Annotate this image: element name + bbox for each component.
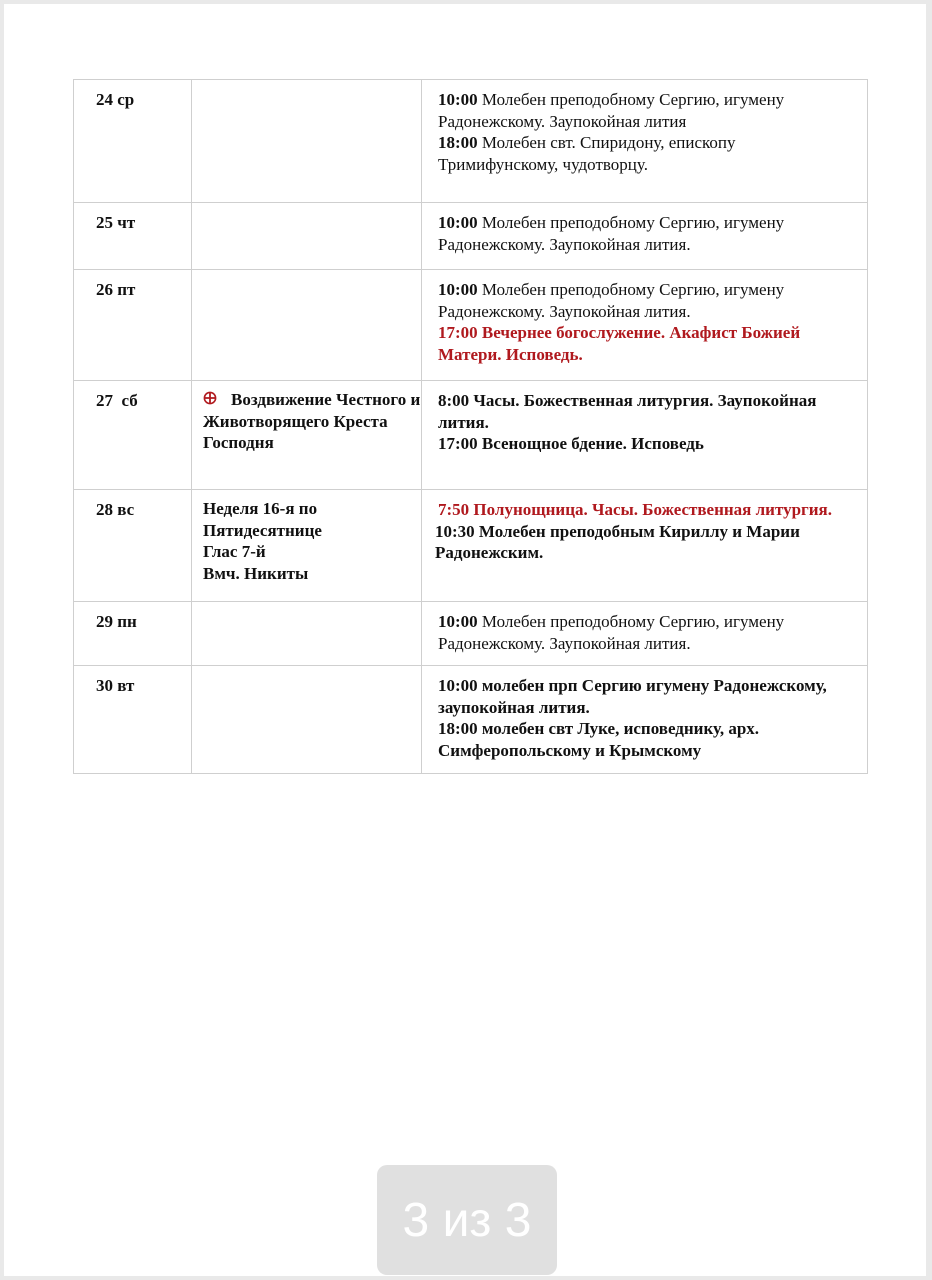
- page-indicator: 3 из 3: [377, 1165, 557, 1275]
- feast-line: Глас 7-й: [203, 542, 266, 561]
- service-text: Полунощница. Часы. Божественная литургия.: [469, 500, 832, 519]
- service-text: Всенощное бдение. Исповедь: [477, 434, 704, 453]
- cross-icon: [203, 389, 217, 411]
- service-time: 10:00: [438, 280, 478, 299]
- service-text: Молебен преподобному Сергию, игумену Радонежскому. Заупокойная лития.: [438, 612, 785, 653]
- service-time: 18:00: [438, 719, 478, 738]
- feast-cell: [192, 203, 422, 270]
- feast-cell: [192, 490, 422, 602]
- date-cell: 28 вс: [74, 490, 192, 602]
- table-row: [74, 666, 868, 774]
- service-entry: [438, 132, 859, 175]
- service-time: 10:00: [438, 213, 478, 232]
- service-text: Вечернее богослужение. Акафист Божией Матери. Исповедь.: [438, 323, 801, 364]
- service-time: 8:00: [438, 391, 470, 410]
- document-page: [4, 4, 926, 1276]
- table-row: [74, 80, 868, 203]
- service-time: 10:00: [438, 612, 478, 631]
- table-row: [74, 490, 868, 602]
- feast-line: Вмч. Никиты: [203, 563, 309, 583]
- service-entry: [438, 322, 859, 365]
- table-row: [74, 270, 868, 381]
- service-time: 10:00: [438, 90, 478, 109]
- service-time: 17:00: [438, 434, 478, 453]
- date-cell: 25 чт: [74, 203, 192, 270]
- table-row: [74, 203, 868, 270]
- service-entry: [438, 89, 859, 132]
- service-entry: [438, 611, 859, 654]
- service-text: Молебен преподобному Сергию, игумену Радонежскому. Заупокойная лития.: [438, 213, 785, 254]
- service-text: молебен свт Луке, исповеднику, арх. Симферопольскому и Крымскому: [438, 719, 760, 760]
- service-time: 17:00: [438, 323, 478, 342]
- service-text: Молебен преподобному Сергию, игумену Радонежскому. Заупокойная лития: [438, 90, 785, 131]
- date-cell: 29 пн: [74, 602, 192, 666]
- schedule-table: [73, 79, 868, 774]
- service-entry: [438, 279, 859, 322]
- service-entry: [435, 521, 859, 564]
- feast-cell: [192, 80, 422, 203]
- service-entry: [438, 212, 859, 255]
- service-entry: [438, 390, 859, 433]
- services-cell: [422, 270, 868, 381]
- service-text: Часы. Божественная литургия. Заупокойная лития.: [438, 391, 817, 432]
- feast-line: Неделя 16-я по Пятидесятнице: [203, 499, 322, 540]
- service-entry: [435, 499, 859, 521]
- services-cell: [422, 490, 868, 602]
- service-entry: [438, 433, 859, 455]
- service-entry: [438, 675, 859, 718]
- service-text: Молебен свт. Спиридону, епископу Тримифунскому, чудотворцу.: [438, 133, 736, 174]
- feast-cell: [192, 602, 422, 666]
- service-time: 10:30: [435, 521, 475, 541]
- service-time: 10:00: [438, 676, 478, 695]
- date-cell: 30 вт: [74, 666, 192, 774]
- services-cell: [422, 80, 868, 203]
- service-time: 18:00: [438, 133, 478, 152]
- date-cell: 27 сб: [74, 381, 192, 490]
- feast-cell: [192, 666, 422, 774]
- service-text: Молебен преподобным Кириллу и Марии Радонежским.: [435, 521, 800, 562]
- feast-title: Воздвижение Честного и Животворящего Креста Господня: [203, 390, 421, 452]
- feast-cell: [192, 381, 422, 490]
- service-text: молебен прп Сергию игумену Радонежскому, заупокойная лития.: [438, 676, 827, 717]
- service-entry: [438, 718, 859, 761]
- services-cell: [422, 602, 868, 666]
- date-cell: 24 ср: [74, 80, 192, 203]
- services-cell: [422, 666, 868, 774]
- table-row: [74, 381, 868, 490]
- date-cell: 26 пт: [74, 270, 192, 381]
- service-time: 7:50: [438, 500, 470, 519]
- service-text: Молебен преподобному Сергию, игумену Радонежскому. Заупокойная лития.: [438, 280, 785, 321]
- services-cell: [422, 203, 868, 270]
- services-cell: [422, 381, 868, 490]
- table-row: [74, 602, 868, 666]
- feast-cell: [192, 270, 422, 381]
